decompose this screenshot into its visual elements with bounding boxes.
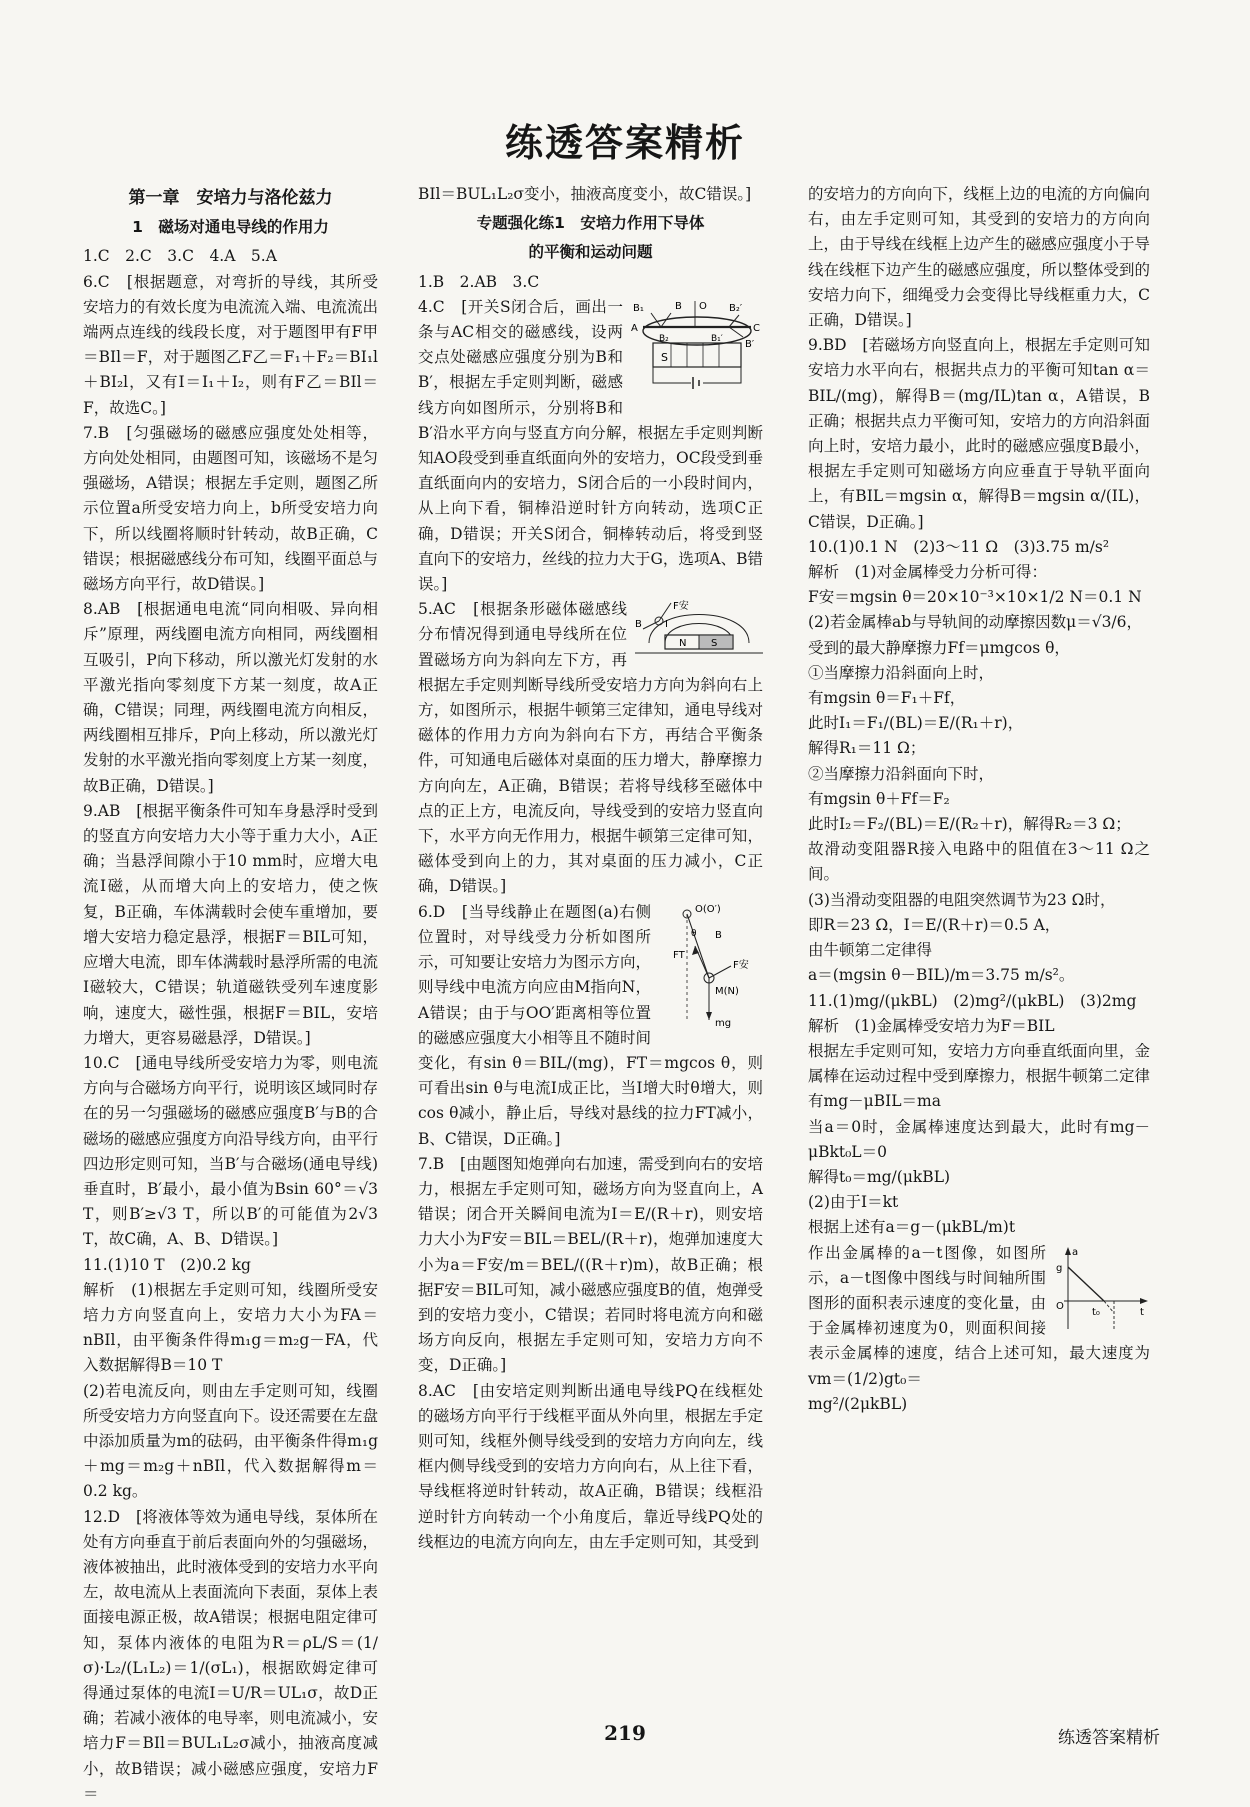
chapter-title: 第一章 安培力与洛伦兹力 (128, 188, 333, 208)
fig11-label: g (1056, 1262, 1063, 1274)
answer-paragraph: (2)若电流反向，则由左手定则可知，线圈所受安培力方向竖直向下。设还需要在左盘中添加质量为m的砝码，由平衡条件得m₁g＋mg＝m₂g＋nBIl，代入数据解得m＝0.2 kg。 (83, 1381, 378, 1501)
solution-line: 故滑动变阻器R接入电路中的阻值在3～11 Ω之间。 (808, 840, 1150, 884)
solution-line: a＝(mgsin θ－BIL)/m＝3.75 m/s²。 (808, 966, 1075, 985)
fig6-label: FT (673, 949, 685, 961)
fig4-label: B₂′ (729, 302, 743, 314)
answer-paragraph: 解析 (1)根据左手定则可知，线圈所受安培力方向竖直向上，安培力大小为FA＝nBIl，由平衡条件得m₁g＝m₂g－FA，代入数据解得B＝10 T (83, 1280, 378, 1375)
fig5-label: B (635, 619, 642, 631)
column-middle (418, 182, 763, 1717)
fig5-label: S (711, 638, 718, 650)
fig4-label: B₁′ (711, 333, 723, 344)
fig4-label: B (675, 300, 682, 312)
solution-line: 根据上述有a＝g－(μkBL/m)t (808, 1218, 1016, 1237)
column-left (83, 182, 378, 1803)
answer-paragraph: 11.(1)mg/(μkBL) (2)mg²/(μkBL) (3)2mg (808, 991, 1137, 1010)
answer-paragraph: 7.B [匀强磁场的磁感应强度处处相等，方向处处相同，由题图可知，该磁场不是匀强磁场，A错误；根据左手定则，题图乙所示位置a所受安培力向上，b所受安培力向下，所以线圈将顺时针转动，故B正确，C错误；根据磁感线分布可知，线圈平面总与磁场方向平行，故D错误。] (83, 423, 378, 594)
answer-paragraph: 8.AC [由安培定则判断出通电导线PQ在线框处的磁场方向平行于线框平面从外向里，根据左手定则可知，线框外侧导线受到的安培力方向向左，线框内侧导线受到的安培力方向向右，从上往下看，导线框将逆时针转动，故A正确，B错误；线框沿逆时针方向转动一个小角度后，靠近导线PQ处的线框边的电流方向向左，由左手定则可知，其受到 (418, 1381, 763, 1551)
answer-paragraph: 9.AB [根据平衡条件可知车身悬浮时受到的竖直方向安培力大小等于重力大小，A正确；当悬浮间隙小于10 mm时，应增大电流I磁，从而增大向上的安培力，使之恢复，B正确，车体满载时会使车重增加，要增大安培力稳定悬浮，根据F＝BIL可知，应增大电流，即车体满载时悬浮所需的电流I磁较大，C错误；轨道磁铁受列车速度影响，速度大，磁性强，根据F＝BIL，安培力增大，更容易磁悬浮，D错误。] (83, 801, 378, 1047)
answer-paragraph: 6.C [根据题意，对弯折的导线，其所受安培力的有效长度为电流流入端、电流流出端两点连线的线段长度，对于题图甲有F甲＝BIl＝F，对于题图乙F乙＝F₁＋F₂＝BI₁l＋BI₂l，又有I＝I₁＋I₂，则有F乙＝BIl＝F，故选C。] (83, 272, 378, 417)
fig6-label: mg (715, 1017, 732, 1029)
solution-line: 解析 (1)金属棒受安培力为F＝BIL (808, 1016, 1055, 1035)
topic-title-line1: 专题强化练1 安培力作用下导体 (476, 214, 705, 233)
solution-line: ①当摩擦力沿斜面向上时， (808, 663, 995, 682)
fig5-label: I (665, 619, 668, 631)
answer-paragraph: 12.D [将液体等效为通电导线，泵体所在处有方向垂直于前后表面向外的匀强磁场，液体被抽出，此时液体受到的安培力水平向左，故电流从上表面流向下表面，泵体上表面接电源正极，故A错误；根据电阻定律可知，泵体内液体的电阻为R＝ρL/S＝(1/σ)·L₂/(L₁L₂)＝1/(σL₁)，根据欧姆定律可得通过泵体的电流I＝U/R＝UL₁σ，故D正确；若减小液体的电导率，则电流减小，安培力F＝BIl＝BUL₁L₂σ减小，抽液高度减小，故B错误；减小磁感应强度，安培力F＝ (83, 1507, 378, 1803)
answer-paragraph: 5.AC [根据条形磁体磁感线分布情况得到通电导线所在位置磁场方向为斜向左下方，再根据左手定则判断导线所受安培力方向为斜向右上方，如图所示，根据牛顿第三定律知，通电导线对磁体的作用力方向为斜向右下方，再结合平衡条件，可知通电后磁体对桌面的压力增大，静摩擦力方向向左，A正确，B错误；若将导线移至磁体中点的正上方，电流反向，导线受到的安培力竖直向下，水平方向无作用力，根据牛顿第三定律可知，磁体受到向上的力，其对桌面的压力减小，C正确，D错误。] (418, 600, 763, 896)
column-right (808, 182, 1150, 1717)
footer-label: 练透答案精析 (1058, 1728, 1160, 1748)
fig6-label: B (715, 929, 722, 941)
fig11-label: t₀ (1092, 1306, 1100, 1318)
fig11-label: O (1056, 1300, 1064, 1312)
topic-title-line2: 的平衡和运动问题 (528, 243, 653, 262)
solution-line: F安＝mgsin θ＝20×10⁻³×10×1/2 N＝0.1 N (808, 588, 1142, 607)
fig6-label: θ (691, 928, 697, 939)
fig4-label: S (661, 350, 668, 364)
fig6-label: F安 (733, 959, 749, 971)
answer-paragraph: 6.D [当导线静止在题图(a)右侧位置时，对导线受力分析如图所示，可知要让安培力为图示方向，则导线中电流方向应由M指向N，A错误；由于与OO′距离相等位置的磁感应强度大小相等且不随时间变化，有sin θ＝BIL/(mg)，FT＝mgcos θ，则可看出sin θ与电流I成正比，当I增大时θ增大，则cos θ减小，静止后，导线对悬线的拉力FT减小，B、C错误，D正确。] (418, 902, 763, 1148)
fig4-label: O (699, 300, 707, 312)
answer-paragraph: 10.C [通电导线所受安培力为零，则电流方向与合磁场方向平行，说明该区域同时存在的另一匀强磁场的磁感应强度B′与B的合磁场的磁感应强度方向沿导线方向，由平行四边形定则可知，当B′与合磁场(通电导线)垂直时，B′最小，最小值为Bsin 60°＝√3 T，则B′≥√3 T，所以B′的可能值为2√3 T，故C确，A、B、D错误。] (83, 1053, 378, 1249)
answer-paragraph: 9.BD [若磁场方向竖直向上，根据左手定则可知安培力水平向右，根据共点力的平衡可知tan α＝BIL/(mg)，解得B＝(mg/IL)tan α，A错误，B正确；根据共点力平衡可知，安培力的方向沿斜面向上时，安培力最小，此时的磁感应强度B最小，根据左手定则可知磁场方向应垂直于导轨平面向上，有BIL＝mgsin α，解得B＝mgsin α/(IL)，C错误，D正确。] (808, 336, 1150, 531)
continuation-paragraph: 的安培力的方向向下，线框上边的电流的方向偏向右，由左手定则可知，其受到的安培力的方向向上，由于导线在线框上边产生的磁感应强度小于导线在线框下边产生的磁感应强度，所以整体受到的安培力向下，细绳受力会变得比导线框重力大，C正确，D错误。] (808, 185, 1150, 330)
fig6-label: M(N) (715, 985, 739, 997)
fig4-label: B′ (745, 338, 755, 350)
a-t-graph-figure (1054, 1243, 1150, 1335)
fig11-label: t (1140, 1306, 1144, 1318)
solution-line: 此时I₂＝F₂/(BL)＝E/(R₂＋r)，解得R₂＝3 Ω； (808, 815, 1131, 834)
page-number: 219 (604, 1721, 646, 1745)
fig4-label: A (631, 322, 638, 334)
answer-paragraph: 7.B [由题图知炮弹向右加速，需受到向右的安培力，根据左手定则可知，磁场方向为竖直向上，A错误；闭合开关瞬间电流为I＝E/(R＋r)，则安培力大小为F安＝BIL＝BEL/(R＋r)，炮弹加速度大小为a＝F安/m＝BEL/((R＋r)m)，故B正确；根据F安＝BIL可知，减小磁感应强度B的值，炮弹受到的安培力变小，C错误；若同时将电流方向和磁场方向反向，根据左手定则可知，安培力方向不变，D正确。] (418, 1154, 763, 1375)
solution-line: (2)由于I＝kt (808, 1193, 899, 1212)
answer-paragraph: 4.C [开关S闭合后，画出一条与AC相交的磁感线，设两交点处磁感应强度分别为B和B′，根据左手定则判断，磁感线方向如图所示，分别将B和B′沿水平方向与竖直方向分解，根据左手定则判断知AO段受到垂直纸面向外的安培力，OC段受到垂直纸面向内的安培力，S闭合后的一小段时间内，从上向下看，铜棒沿逆时针方向转动，选项C正确，D错误；开关S闭合，铜棒转动后，将受到竖直向下的安培力，丝线的拉力大于G，选项A、B错误。] (418, 297, 763, 594)
solution-line: (3)当滑动变阻器的电阻突然调节为23 Ω时， (808, 890, 1116, 909)
solution-line: 由牛顿第二定律得 (808, 941, 933, 960)
solution-line: 即R＝23 Ω，I＝E/(R＋r)＝0.5 A， (808, 915, 1061, 934)
answer-paragraph: 1.C 2.C 3.C 4.A 5.A (83, 247, 277, 266)
solution-line: 有mgsin θ＋Ff＝F₂ (808, 789, 950, 808)
fig4-label: B₂ (659, 333, 669, 344)
magnet-wire-figure (635, 599, 763, 659)
solution-line: mg²/(2μkBL) (808, 1394, 908, 1413)
solution-line: 有mgsin θ＝F₁＋Ff， (808, 689, 966, 708)
page-title: 练透答案精析 (504, 121, 745, 165)
solution-line: 受到的最大静摩擦力Ff＝μmgcos θ， (808, 638, 1070, 657)
solution-line: 根据左手定则可知，安培力方向垂直纸面向里，金属棒在运动过程中受到摩擦力，根据牛顿第二定律有mg－μBIL＝ma (808, 1041, 1150, 1111)
hanging-wire-figure (659, 902, 763, 1030)
answer-paragraph: 1.B 2.AB 3.C (418, 272, 540, 291)
continuation-paragraph: BIl＝BUL₁L₂σ变小，抽液高度变小，故C错误。] (418, 185, 752, 203)
answer-paragraph: 8.AB [根据通电电流“同向相吸、异向相斥”原理，两线圈电流方向相同，两线圈相互吸引，P向下移动，所以激光灯发射的水平激光指向零刻度下方某一刻度，故A正确，C错误；同理，两线圈电流方向相反，两线圈相互排斥，P向上移动，所以激光灯发射的水平激光指向零刻度上方某一刻度，故B正确，D错误。] (83, 600, 378, 795)
answer-paragraph: 11.(1)10 T (2)0.2 kg (83, 1255, 251, 1274)
fig4-label: C (753, 322, 760, 334)
solution-line: 解析 (1)对金属棒受力分析可得： (808, 563, 1047, 582)
fig4-label: B₁ (633, 302, 644, 314)
section-title: 1 磁场对通电导线的作用力 (132, 218, 329, 237)
fig5-label: F安 (673, 601, 689, 613)
solution-line: ②当摩擦力沿斜面向下时， (808, 764, 995, 783)
fig11-label: a (1072, 1246, 1079, 1258)
solution-line: 解得t₀＝mg/(μkBL) (808, 1167, 951, 1186)
solution-line: 解得R₁＝11 Ω； (808, 739, 926, 758)
fig5-label: N (679, 638, 687, 650)
fig6-label: O(O′) (695, 903, 721, 915)
copper-rod-figure (631, 297, 763, 393)
answer-paragraph: 10.(1)0.1 N (2)3～11 Ω (3)3.75 m/s² (808, 537, 1110, 556)
solution-line: (2)若金属棒ab与导轨间的动摩擦因数μ＝√3/6， (808, 613, 1143, 632)
solution-line: 作出金属棒的a－t图像，如图所示，a－t图像中图线与时间轴所围图形的面积表示速度的变化量，由于金属棒初速度为0，则面积间接表示金属棒的速度，结合上述可知，最大速度为vm＝(1/2)gt₀＝ (808, 1243, 1150, 1388)
solution-line: 当a＝0时，金属棒速度达到最大，此时有mg－μBkt₀L＝0 (808, 1117, 1150, 1161)
solution-line: 此时I₁＝F₁/(BL)＝E/(R₁＋r)， (808, 714, 1024, 733)
